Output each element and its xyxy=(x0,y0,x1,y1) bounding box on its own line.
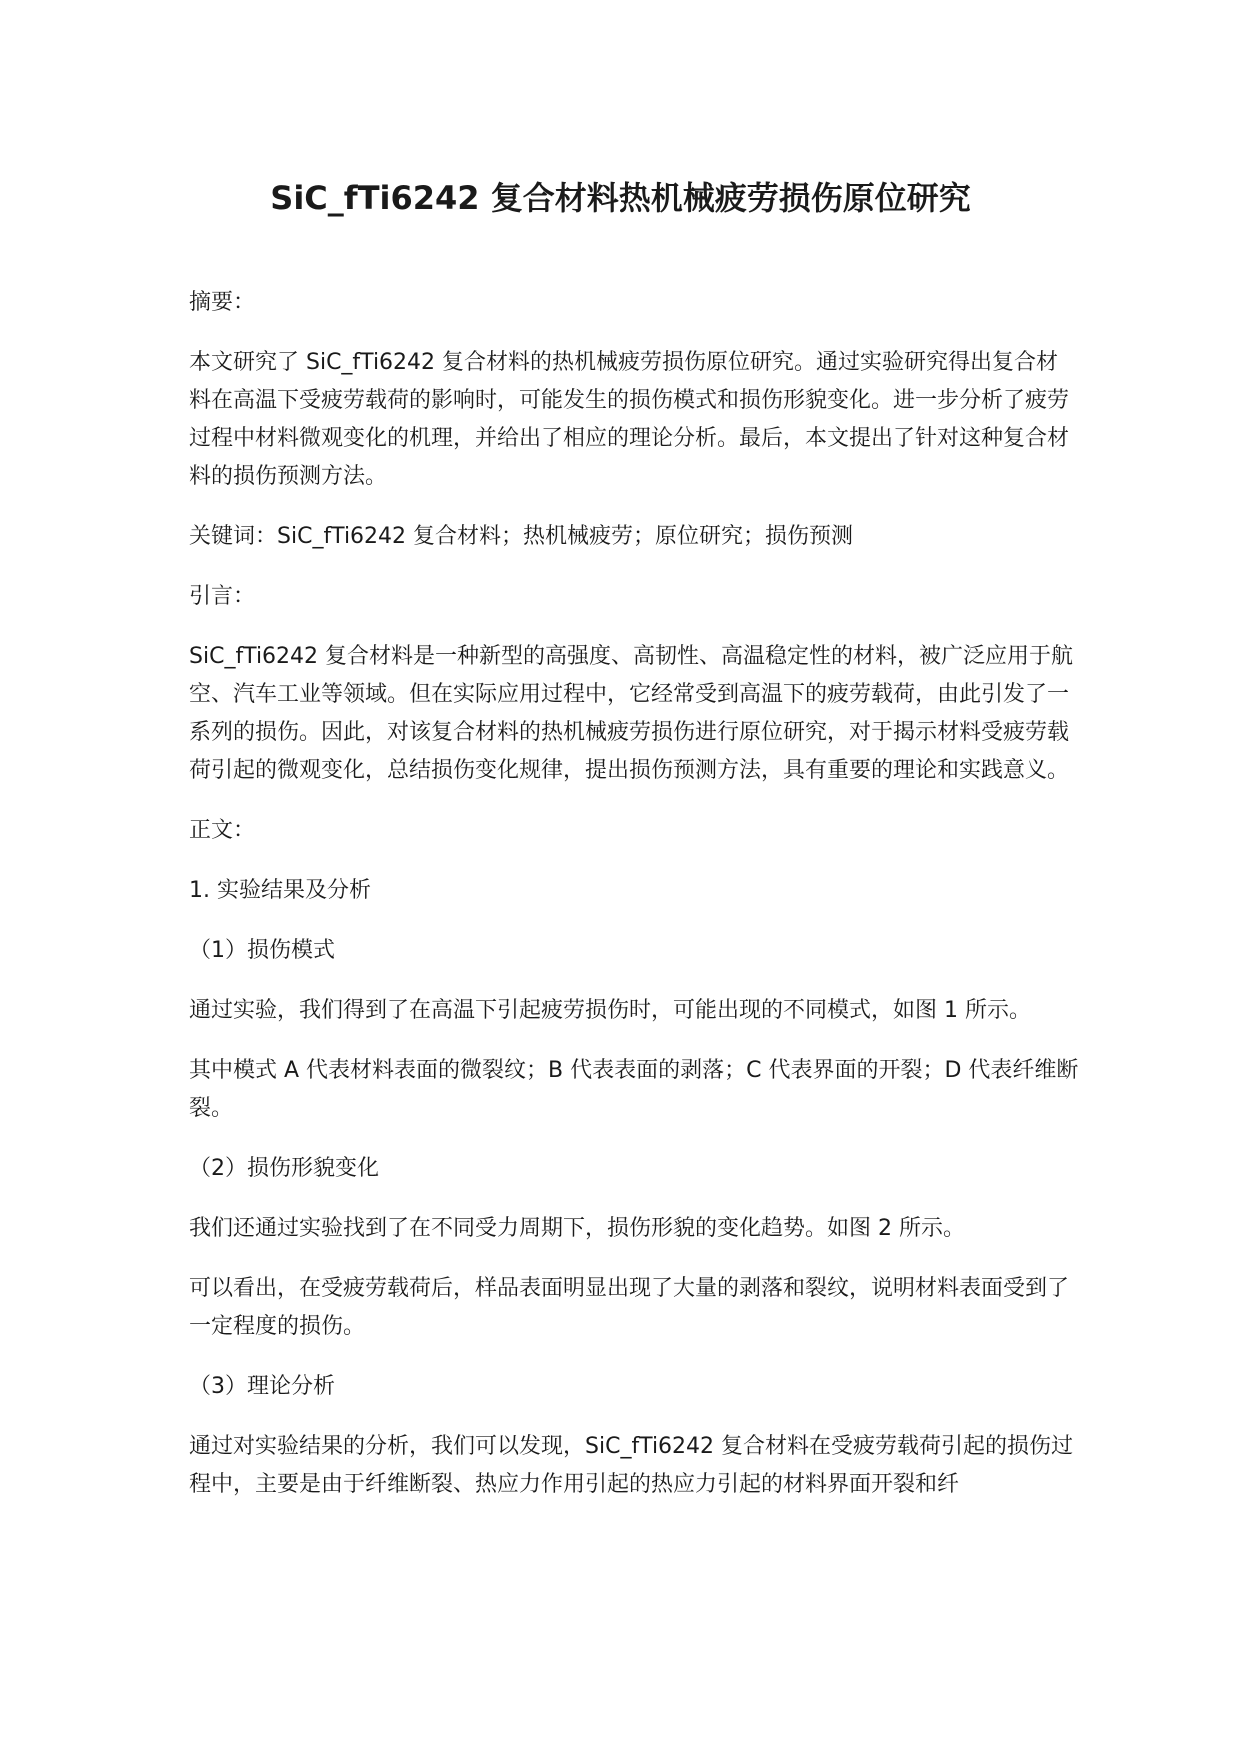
subsection-heading-theory: （3）理论分析 xyxy=(189,1374,335,1399)
introduction-text: SiC_fTi6242 复合材料是一种新型的高强度、高韧性、高温稳定性的材料，被广泛应用于航空、汽车工业等领域。但在实际应用过程中，它经常受到高温下的疲劳载荷，由此引发了一系列的损伤。因此，对该复合材料的热机械疲劳损伤进行原位研究，对于揭示材料受疲劳载荷引起的微观变化，总结损伤变化规律，提出损伤预测方法，具有重要的理论和实践意义。 xyxy=(189,644,1074,783)
abstract-text: 本文研究了 SiC_fTi6242 复合材料的热机械疲劳损伤原位研究。通过实验研究得出复合材料在高温下受疲劳载荷的影响时，可能发生的损伤模式和损伤形貌变化。进一步分析了疲劳过程中材料微观变化的机理，并给出了相应的理论分析。最后，本文提出了针对这种复合材料的损伤预测方法。 xyxy=(189,350,1070,489)
document-body xyxy=(189,284,1079,1526)
paragraph-mode-descriptions: 其中模式 A 代表材料表面的微裂纹；B 代表表面的剥落；C 代表界面的开裂；D 代表纤维断裂。 xyxy=(189,1058,1079,1121)
paragraph-theory: 通过对实验结果的分析，我们可以发现，SiC_fTi6242 复合材料在受疲劳载荷引起的损伤过程中，主要是由于纤维断裂、热应力作用引起的热应力引起的材料界面开裂和纤 xyxy=(189,1434,1074,1497)
subsection-heading-damage-modes: （1）损伤模式 xyxy=(189,938,335,963)
section-heading-results: 1. 实验结果及分析 xyxy=(189,878,371,903)
paragraph-damage-modes: 通过实验，我们得到了在高温下引起疲劳损伤时，可能出现的不同模式，如图 1 所示。 xyxy=(189,998,1031,1023)
document-title: SiC_fTi6242 复合材料热机械疲劳损伤原位研究 xyxy=(270,179,971,217)
introduction-heading: 引言： xyxy=(189,584,256,609)
main-text-heading: 正文： xyxy=(189,818,256,843)
keywords: 关键词：SiC_fTi6242 复合材料；热机械疲劳；原位研究；损伤预测 xyxy=(189,524,854,549)
abstract-heading: 摘要： xyxy=(189,290,256,315)
paragraph-morphology-observation: 可以看出，在受疲劳载荷后，样品表面明显出现了大量的剥落和裂纹，说明材料表面受到了一定程度的损伤。 xyxy=(189,1276,1070,1339)
paragraph-morphology-trend: 我们还通过实验找到了在不同受力周期下，损伤形貌的变化趋势。如图 2 所示。 xyxy=(189,1216,965,1241)
subsection-heading-morphology: （2）损伤形貌变化 xyxy=(189,1156,379,1181)
